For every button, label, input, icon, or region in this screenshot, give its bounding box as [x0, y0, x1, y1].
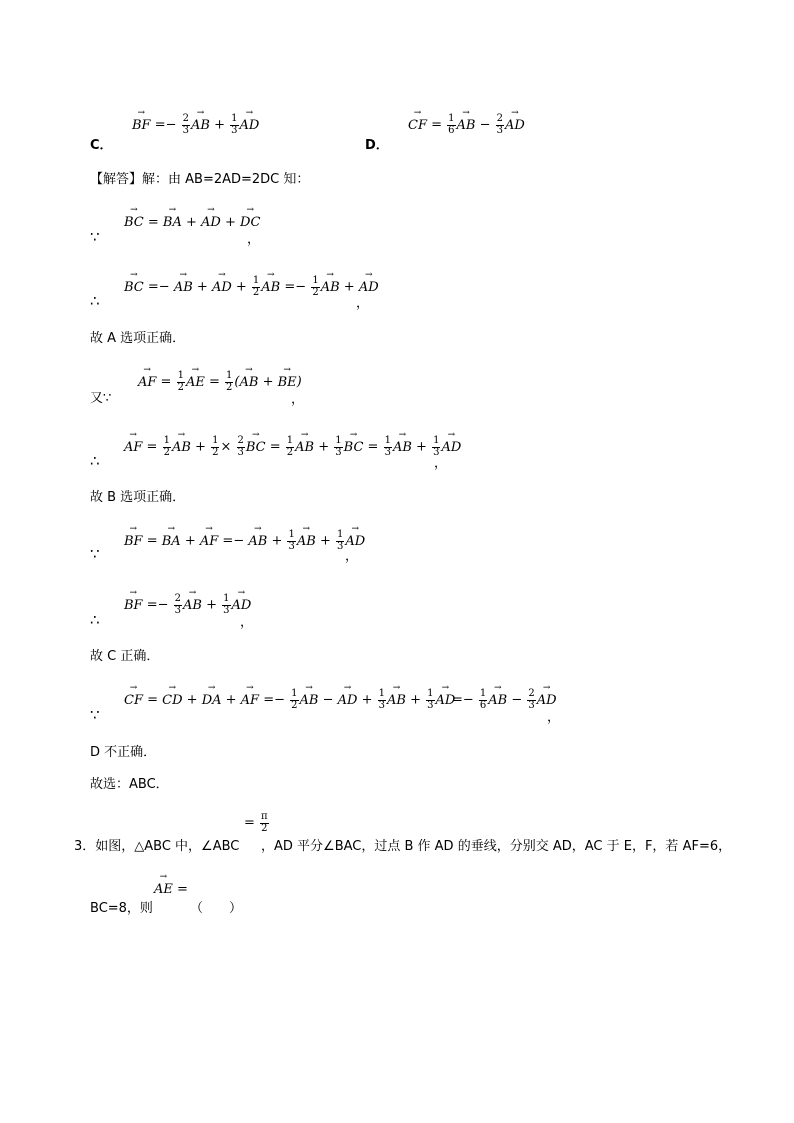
step7-formula-result: =− $\frac{1}{6}$ → AB − $\frac{2}{3}$ → AD	[452, 689, 557, 711]
therefore-symbol: ∴	[90, 292, 100, 310]
because-symbol: ∵	[90, 228, 100, 246]
step3-formula: → AF = $\frac{1}{2}$ → AE = $\frac{1}{2}$ (→ AB + → BE)	[138, 371, 302, 393]
comma: ，	[434, 456, 448, 471]
comma: ，	[291, 392, 305, 407]
comma: ，	[345, 549, 359, 564]
conclusion-c: 故 C 正确．	[90, 649, 160, 664]
question3-line1-rest: ，AD 平分∠BAC，过点 B 作 AD 的垂线，分别交 AD，AC 于 E，F，若 AF=6，	[261, 839, 732, 854]
final-answer: 故选：ABC．	[90, 777, 169, 792]
option-d-formula: → CF = $\frac{1}{6}$ → AB − $\frac{2}{3}$ → AD	[408, 114, 525, 136]
comma: ，	[547, 710, 561, 725]
comma: ，	[356, 296, 370, 311]
conclusion-d: D 不正确．	[90, 745, 157, 760]
option-c-label: C．	[90, 138, 113, 153]
you-because: 又∵	[90, 391, 112, 406]
step4-formula: → AF = $\frac{1}{2}$ → AB + $\frac{1}{2}$ × $\frac{2}{3}$ → BC = $\frac{1}{2}$ → AB + $\frac{1}{3}$ → BC = $\frac{1}{3}$ → AB + $\frac{1}{3}$ → AD	[124, 436, 461, 458]
answer-blank: （ ）	[190, 901, 243, 916]
conclusion-b: 故 B 选项正确．	[90, 490, 186, 505]
option-c-formula: → BF =− $\frac{2}{3}$ → AB + $\frac{1}{3}$ → AD	[132, 114, 259, 136]
because-symbol: ∵	[90, 545, 100, 563]
conclusion-a: 故 A 选项正确．	[90, 331, 186, 346]
step1-formula: → BC = → BA + → AD + → DC	[124, 215, 260, 230]
step5-formula: → BF = → BA + → AF =− → AB + $\frac{1}{3}$ → AB + $\frac{1}{3}$ → AD	[124, 530, 365, 552]
step7-formula: → CF = → CD + → DA + → AF =− $\frac{1}{2}$ → AB − → AD + $\frac{1}{3}$ → AB + $\frac{1}{3}$ → AD	[124, 689, 455, 711]
angle-value-formula: = $\frac{\pi}{2}$	[244, 811, 268, 834]
therefore-symbol: ∴	[90, 452, 100, 470]
because-symbol: ∵	[90, 706, 100, 724]
option-d-label: D．	[365, 138, 389, 153]
question3-line2-start: BC=8，则	[90, 901, 153, 916]
comma: ，	[247, 232, 261, 247]
step2-formula: → BC =− → AB + → AD + $\frac{1}{2}$ → AB =− $\frac{1}{2}$ → AB + → AD	[124, 276, 379, 298]
ae-formula: → AE =	[154, 882, 188, 897]
step6-formula: → BF =− $\frac{2}{3}$ → AB + $\frac{1}{3}$ → AD	[124, 594, 251, 616]
solution-header: 【解答】解：由 AB=2AD=2DC 知：	[90, 172, 310, 187]
question3-line1-start: 3．如图，△ABC 中，∠ABC	[74, 839, 240, 854]
therefore-symbol: ∴	[90, 611, 100, 629]
comma: ，	[240, 615, 254, 630]
